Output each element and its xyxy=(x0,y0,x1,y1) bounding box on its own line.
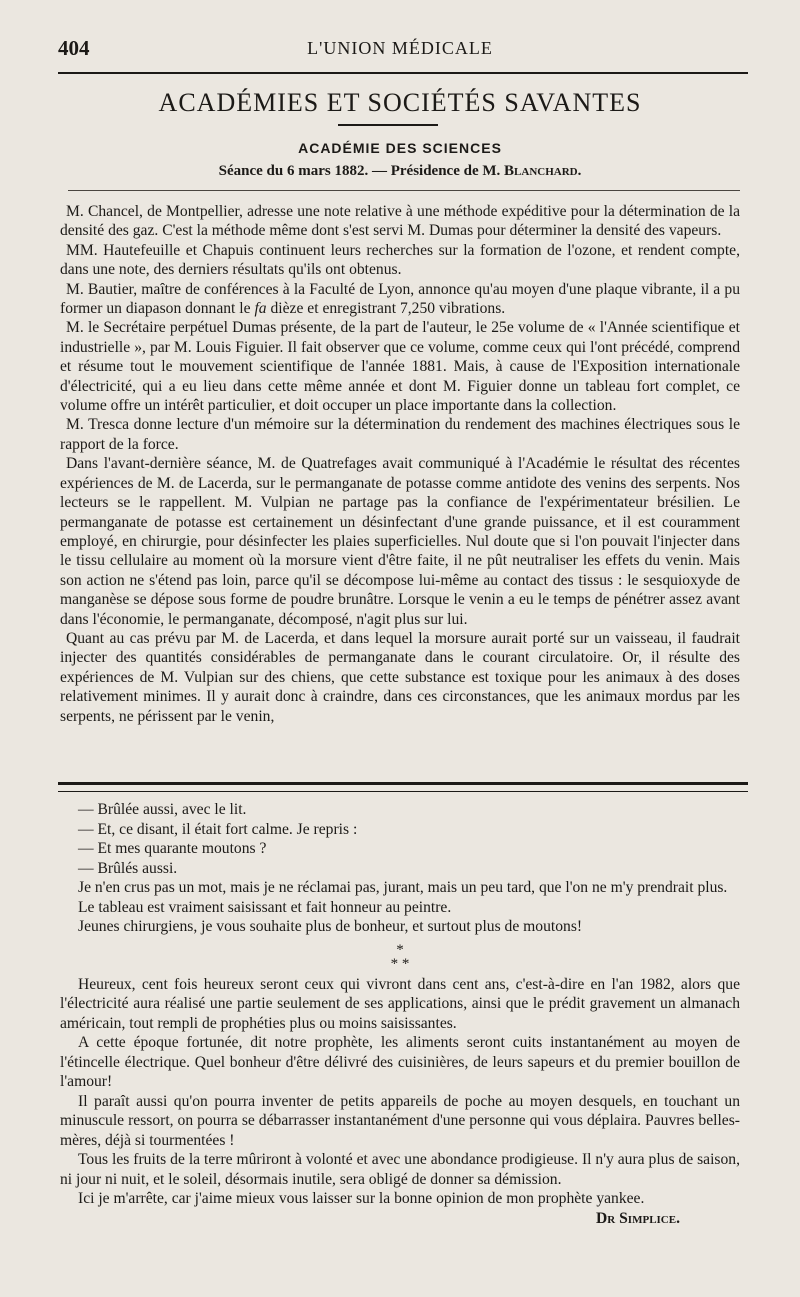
article-paragraph: Quant au cas prévu par M. de Lacerda, et dans lequel la morsure aurait porté sur un vaisseau, il faudrait injecter des quantités considérables de permanganate dans le courant circulatoire. Or, il résulte des expériences de M. Vulpian sur des chiens, que cette substance est toxique pour les animaux à des doses relativement minimes. Il y aurait donc à craindre, dans ces circonstances, que les animaux mordus par les serpents, ne périssent par le venin, xyxy=(60,629,740,725)
article-paragraph: M. Tresca donne lecture d'un mémoire sur la détermination du rendement des machines électriques sous le rapport de la force. xyxy=(60,416,740,453)
article-text: dièze et enregistrant 7,250 vibrations. xyxy=(270,300,506,318)
section-subtitle: ACADÉMIE DES SCIENCES xyxy=(298,140,502,156)
article-body xyxy=(60,202,740,726)
seance-text: Séance du 6 mars 1882. — Présidence de M. xyxy=(218,163,501,179)
article-paragraph: MM. Hautefeuille et Chapuis continuent leurs recherches sur la formation de l'ozone, et rendent compte, dans une note, des derniers résultats qu'ils ont obtenus. xyxy=(60,241,740,279)
feuilleton-paragraph: Je n'en crus pas un mot, mais je ne réclamai pas, jurant, mais un peu tard, que l'on ne m'y prendrait plus. xyxy=(78,879,728,896)
feuilleton-paragraph: Ici je m'arrête, car j'aime mieux vous laisser sur la bonne opinion de mon prophète yankee. xyxy=(78,1190,645,1207)
feuilleton-divider xyxy=(58,782,748,792)
feuilleton-body xyxy=(60,800,740,1228)
dialogue-line: — Brûlée aussi, avec le lit. xyxy=(78,801,247,818)
header-rule xyxy=(58,72,748,74)
article-paragraph: Dans l'avant-dernière séance, M. de Quatrefages avait communiqué à l'Académie le résultat des récentes expériences de M. de Lacerda, sur le permanganate de potasse comme antidote des venins des serpents. Nos lecteurs se le rappellent. M. Vulpian ne partage pas la confiance de l'expérimentateur brésilien. Le permanganate de potasse est certainement un désinfectant d'une grande puissance, et il est couramment employé, en chirurgie, pour désinfecter les plaies superficielles. Nul doute que si l'on pouvait l'injecter dans le tissu cellulaire au moment où la morsure vient d'être faite, il ne pût neutraliser les effets du venin. Mais son action ne s'étend pas loin, parce qu'il se décompose lui-même au contact des tissus : le sesquioxyde de manganèse se dépose sous forme de poudre brunâtre. Lorsque le venin a eu le temps de pénétrer assez avant dans l'économie, le permanganate, décomposé, n'agit plus sur lui. xyxy=(60,455,740,628)
author-signature: Dr Simplice. xyxy=(596,1209,680,1227)
feuilleton-paragraph: A cette époque fortunée, dit notre prophète, les aliments seront cuits instantanément au moyen de l'étincelle électrique. Quel bonheur d'être délivré des cuisinières, de leurs sapeurs et du premier bouillon de l'amour! xyxy=(60,1034,740,1090)
asterism-top: * xyxy=(396,941,404,958)
running-title: L'UNION MÉDICALE xyxy=(307,38,493,58)
feuilleton-paragraph: Jeunes chirurgiens, je vous souhaite plus de bonheur, et surtout plus de moutons! xyxy=(78,918,583,935)
asterism-bottom: * * xyxy=(390,955,410,972)
page-number: 404 xyxy=(58,36,90,60)
feuilleton-paragraph: Le tableau est vraiment saisissant et fait honneur au peintre. xyxy=(78,898,452,916)
dialogue-line: — Brûlés aussi. xyxy=(78,859,178,877)
asterism xyxy=(60,943,740,971)
feuilleton-paragraph: Heureux, cent fois heureux seront ceux qui vivront dans cent ans, c'est-à-dire en l'an 1982, alors que l'électricité aura réalisé une partie seulement de ses applications, ainsi que le prédit gravement un almanach américain, tout rempli de prophéties plus ou moins saisissantes. xyxy=(60,975,740,1032)
seance-president: Blanchard. xyxy=(504,163,582,179)
title-rule xyxy=(338,124,438,126)
dialogue-line: — Et mes quarante moutons ? xyxy=(78,840,267,857)
article-text: M. Bautier, maître de conférences à la Faculté de Lyon, annonce qu'au moyen d'une plaque vibrante, il a pu former un diapason donnant le xyxy=(60,280,740,318)
article-paragraph xyxy=(60,280,740,319)
dialogue-line: — Et, ce disant, il était fort calme. Je repris : xyxy=(78,820,358,838)
section-rule xyxy=(68,190,740,191)
page-header xyxy=(58,36,742,64)
musical-note: fa xyxy=(254,300,267,318)
section-title: ACADÉMIES ET SOCIÉTÉS SAVANTES xyxy=(158,88,642,117)
article-paragraph: M. le Secrétaire perpétuel Dumas présente, de la part de l'auteur, le 25e volume de « l'Année scientifique et industrielle », par M. Louis Figuier. Il fait observer que ce volume, comme ceux qui l'ont précédé, comprend et résume tout le mouvement scientifique de l'année 1881. Mais, à cause de l'Exposition internationale d'électricité, qui a eu lieu dans cette même année et dont M. Figuier donne un tableau fort complet, ce volume offre un intérêt particulier, et doit occuper un place importante dans la collection. xyxy=(60,319,740,415)
article-paragraph: M. Chancel, de Montpellier, adresse une note relative à une méthode expéditive pour la détermination de la densité des gaz. C'est la méthode même dont s'est servi M. Dumas pour déterminer la densité des vapeurs. xyxy=(60,203,740,240)
seance-line xyxy=(0,163,800,180)
feuilleton-paragraph: Il paraît aussi qu'on pourra inventer de petits appareils de poche au moyen desquels, en touchant un minuscule ressort, on pourra se débarrasser instantanément d'une personne qui vous déplaira. Pauvres belles-mères, déjà si tourmentées ! xyxy=(60,1092,740,1149)
feuilleton-paragraph: Tous les fruits de la terre mûriront à volonté et avec une abondance prodigieuse. Il n'y aura plus de saison, ni jour ni nuit, et le soleil, désormais inutile, sera obligé de donner sa démission. xyxy=(60,1151,740,1188)
